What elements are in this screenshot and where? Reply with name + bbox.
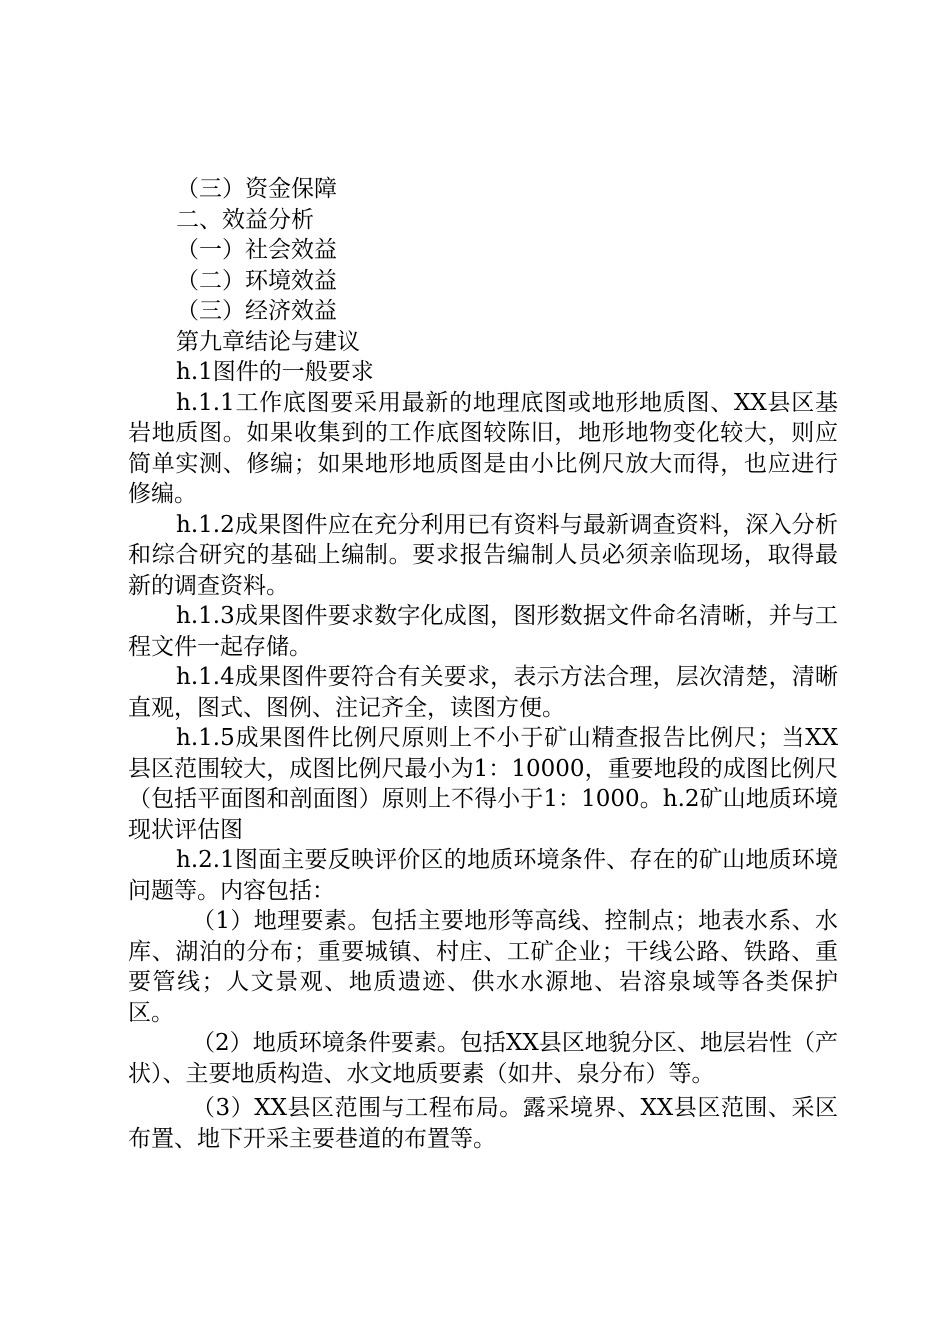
paragraph-h2-1: h.2.1图面主要反映评价区的地质环境条件、存在的矿山地质环境问题等。内容包括： [128, 847, 838, 904]
paragraph-item-3: （3）XX县区范围与工程布局。露采境界、XX县区范围、采区布置、地下开采主要巷道的布置等。 [128, 1095, 838, 1152]
heading-chapter-nine: 第九章结论与建议 [176, 328, 360, 355]
heading-funding: （三）资金保障 [176, 176, 337, 202]
paragraph-h1-3: h.1.3成果图件要求数字化成图，图形数据文件命名清晰，并与工程文件一起存储。 [128, 603, 838, 660]
paragraph-h1-4: h.1.4成果图件要符合有关要求，表示方法合理，层次清楚，清晰直观，图式、图例、注记齐全，读图方便。 [128, 664, 838, 721]
heading-environment-benefit: （二）环境效益 [176, 267, 337, 294]
heading-economic-benefit: （三）经济效益 [176, 298, 337, 324]
paragraph-h1-2: h.1.2成果图件应在充分利用已有资料与最新调查资料，深入分析和综合研究的基础上编制。要求报告编制人员必须亲临现场，取得最新的调查资料。 [128, 511, 838, 599]
paragraph-h1-5: h.1.5成果图件比例尺原则上不小于矿山精查报告比例尺；当XX县区范围较大，成图比例尺最小为1：10000，重要地段的成图比例尺（包括平面图和剖面图）原则上不得小于1：1000。h.2矿山地质环境现状评估图 [128, 725, 838, 843]
heading-h1: h.1图件的一般要求 [176, 359, 374, 385]
heading-benefit-analysis: 二、效益分析 [176, 206, 314, 233]
paragraph-h1-1: h.1.1工作底图要采用最新的地理底图或地形地质图、XX县区基岩地质图。如果收集到的工作底图较陈旧，地形地物变化较大，则应简单实测、修编；如果地形地质图是由小比例尺放大而得，也应进行修编。 [128, 389, 838, 507]
document-body [128, 174, 838, 1154]
paragraph-item-1: （1）地理要素。包括主要地形等高线、控制点；地表水系、水库、湖泊的分布；重要城镇、村庄、工矿企业；干线公路、铁路、重要管线；人文景观、地质遗迹、供水水源地、岩溶泉域等各类保护区。 [128, 908, 838, 1026]
paragraph-item-2: （2）地质环境条件要素。包括XX县区地貌分区、地层岩性（产状）、主要地质构造、水文地质要素（如井、泉分布）等。 [128, 1030, 838, 1087]
heading-social-benefit: （一）社会效益 [176, 237, 337, 263]
